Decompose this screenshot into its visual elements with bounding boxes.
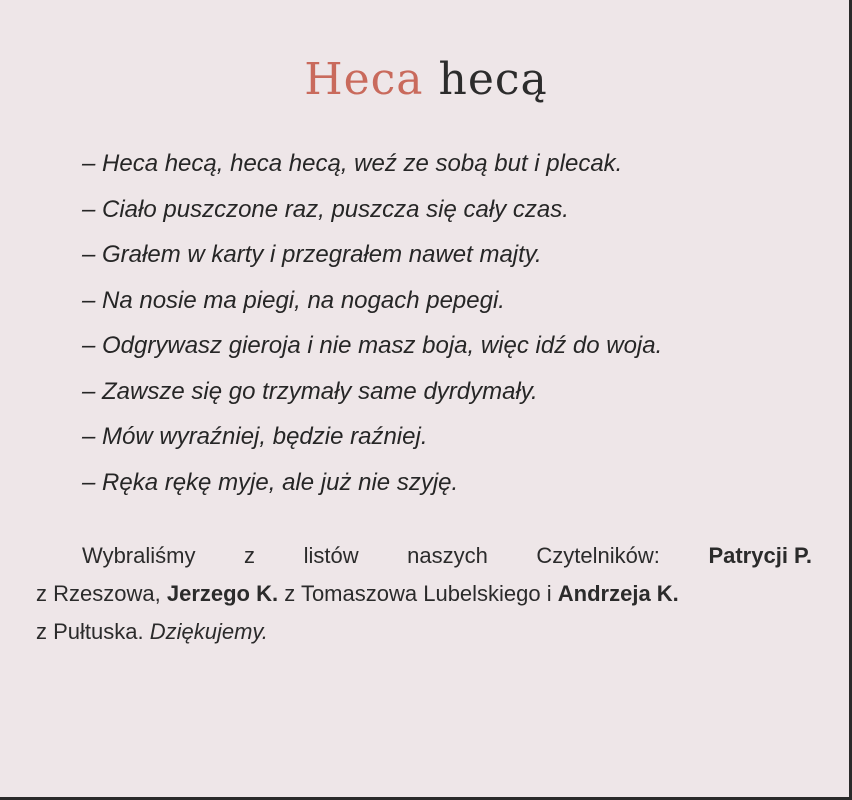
credits-text: z Tomaszowa Lubelskiego i <box>284 581 552 606</box>
credits-word: Czytelników: <box>536 543 660 568</box>
credits-word: z <box>244 543 256 568</box>
reader-name-andrzej: Andrzeja K. <box>557 581 679 606</box>
saying-item: – Grałem w karty i przegrałem nawet majty. <box>82 241 542 268</box>
title-word-heca-2: hecą <box>438 54 548 105</box>
credits-line-1 <box>36 537 812 575</box>
page-title <box>0 50 852 110</box>
saying-item: – Na nosie ma piegi, na nogach pepegi. <box>82 286 505 314</box>
reader-name-jerzy: Jerzego K. <box>166 581 279 606</box>
credits-text: z Pułtuska. <box>36 619 144 644</box>
title-word-heca: Heca <box>304 54 424 105</box>
thanks-text: Dziękujemy. <box>149 619 268 644</box>
reader-name-patrycja: Patrycji P. <box>708 543 812 568</box>
credits-line-2 <box>36 575 812 613</box>
saying-item: – Odgrywasz gieroja i nie masz boja, więc idź do woja. <box>82 332 663 359</box>
saying-item: – Zawsze się go trzymały same dyrdymały. <box>82 377 538 405</box>
saying-item: – Ręka rękę myje, ale już nie szyję. <box>82 468 459 496</box>
saying-item: – Ciało puszczone raz, puszcza się cały czas. <box>82 195 569 223</box>
credits-line-3 <box>36 613 812 651</box>
saying-item: – Mów wyraźniej, będzie raźniej. <box>82 423 428 450</box>
credits-word: naszych <box>407 543 488 568</box>
sayings-list <box>82 146 822 510</box>
credits-word: Wybraliśmy <box>82 543 196 568</box>
credits-word: listów <box>303 543 359 568</box>
credits-paragraph <box>36 537 812 651</box>
saying-item: – Heca hecą, heca hecą, weź ze sobą but i plecak. <box>82 150 623 177</box>
credits-text: z Rzeszowa, <box>36 581 161 606</box>
